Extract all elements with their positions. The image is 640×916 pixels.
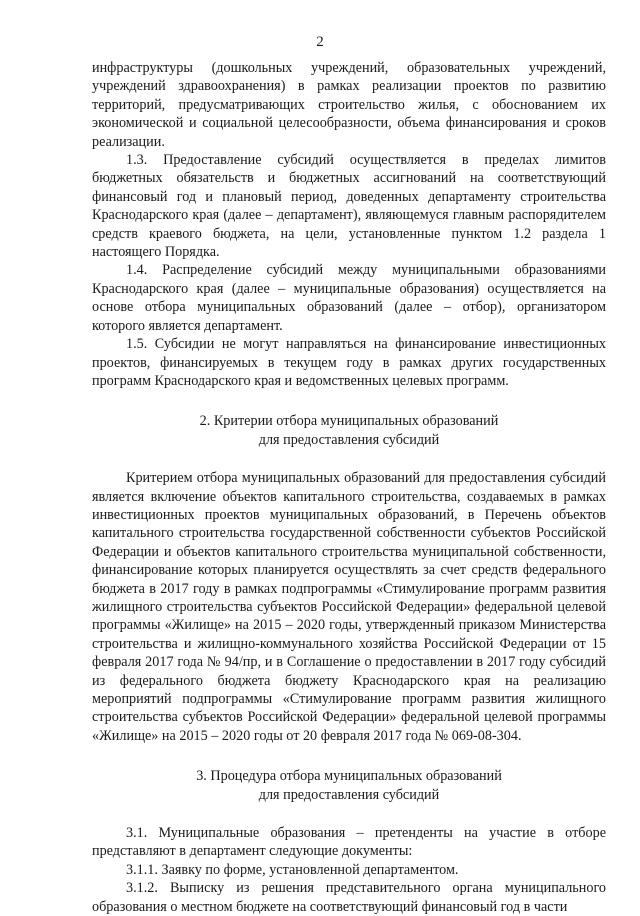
section-2-title-line-2: для предоставления субсидий: [258, 431, 440, 448]
section-2-title-line-1: 2. Критерии отбора муниципальных образований: [199, 413, 499, 430]
section-3-title-line-2: для предоставления субсидий: [258, 786, 440, 803]
paragraph-3-1: 3.1. Муниципальные образования – претенденты на участие в отборе представляют в департамент следующие документы:: [92, 825, 606, 860]
paragraph-3-1-1: 3.1.1. Заявку по форме, установленной департаментом.: [126, 861, 459, 878]
paragraph-intro-continuation: инфраструктуры (дошкольных учреждений, образовательных учреждений, учреждений здравоохранения) в рамках реализации проектов по развитию территорий, предусматривающих строительство жилья, с обоснованием их экономической и социальной целесообразности, объема финансирования и сроков реализации.: [92, 60, 606, 150]
paragraph-1-5: 1.5. Субсидии не могут направляться на финансирование инвестиционных проектов, финансируемых в текущем году в рамках других государственных программ Краснодарского края и ведомственных целевых программ.: [92, 336, 606, 389]
section-3-heading: [92, 767, 606, 804]
section-2-heading: [92, 412, 606, 449]
document-body: [92, 59, 606, 916]
paragraph-3-1-2: 3.1.2. Выписку из решения представительного органа муниципального образования о местном бюджете на соответствующий финансовый год в части: [92, 880, 606, 915]
page-number: 2: [316, 34, 324, 50]
paragraph-1-3: 1.3. Предоставление субсидий осуществляется в пределах лимитов бюджетных обязательств и бюджетных ассигнований на соответствующий финансовый год и плановый период, доведенных департаменту строительства Краснодарского края (далее – департамент), являющемуся главным распорядителем средств краевого бюджета, на цели, установленные пунктом 1.2 раздела 1 настоящего Порядка.: [92, 152, 606, 261]
section-2-paragraph: Критерием отбора муниципальных образований для предоставления субсидий является включение объектов капитального строительства, создаваемых в рамках инвестиционных проектов муниципальных образований, в Перечень объектов капитального строительства государственной собственности субъектов Российской Федерации и объектов капитального строительства муниципальной собственности, финансирование которых планируется осуществлять за счет средств федерального бюджета в 2017 году в рамках подпрограммы «Стимулирование программ развития жилищного строительства субъектов Российской Федерации» федеральной целевой программы «Жилище» на 2015 – 2020 годы, утвержденный приказом Министерства строительства и жилищно-коммунального хозяйства Российской Федерации от 15 февраля 2017 года № 94/пр, и в Соглашение о предоставлении в 2017 году субсидий из федерального бюджета бюджету Краснодарского края на реализацию мероприятий подпрограммы «Стимулирование программ развития жилищного строительства субъектов Российской Федерации» федеральной целевой программы «Жилище» на 2015 – 2020 годы от 20 февраля 2017 года № 069-08-304.: [92, 470, 606, 744]
paragraph-1-4: 1.4. Распределение субсидий между муниципальными образованиями Краснодарского края (далее – муниципальные образования) осуществляется на основе отбора муниципальных образований (далее – отбор), организатором которого является департамент.: [92, 262, 606, 334]
section-3-title-line-1: 3. Процедура отбора муниципальных образований: [196, 768, 502, 785]
